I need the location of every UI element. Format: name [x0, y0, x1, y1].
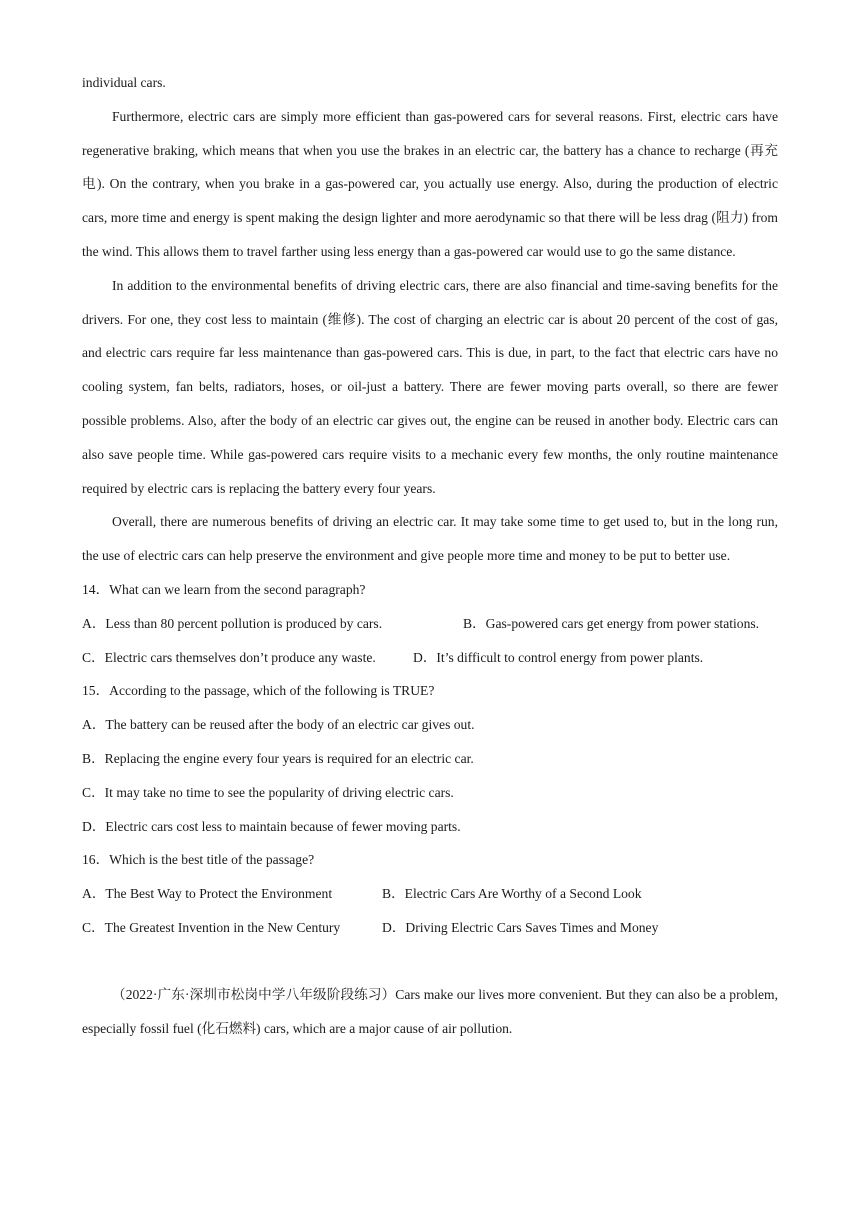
option-a: A．The Best Way to Protect the Environment — [82, 886, 333, 902]
option-row — [82, 607, 778, 641]
option-d: D．Driving Electric Cars Saves Times and Money — [382, 919, 659, 935]
passage-paragraph-efficiency: Furthermore, electric cars are simply more efficient than gas-powered cars for several reasons. First, electric cars have regenerative braking, which means that when you use the brakes in an electric car, the battery has a chance to recharge (再充电). On the contrary, when you brake in a gas-powered car, you actually use energy. Also, during the production of electric cars, more time and energy is spent making the design lighter and more aerodynamic so that there will be less drag (阻力) from the wind. This allows them to travel farther using less energy than a gas-powered car would use to go the same distance. — [82, 108, 778, 259]
option-b: B．Gas-powered cars get energy from power stations. — [463, 615, 760, 631]
question-stem: 14．What can we learn from the second paragraph? — [82, 581, 366, 597]
question-stem: 15．According to the passage, which of the following is TRUE? — [82, 683, 435, 699]
question-14 — [82, 573, 778, 674]
option-row — [82, 877, 778, 911]
option-a: A．The battery can be reused after the body of an electric car gives out. — [82, 717, 475, 733]
question-15 — [82, 674, 778, 843]
option-row — [82, 641, 778, 675]
option-b: B．Replacing the engine every four years is required for an electric car. — [82, 750, 474, 766]
option-row — [82, 911, 778, 945]
option-c: C．It may take no time to see the popularity of driving electric cars. — [82, 784, 454, 800]
option-c: C．Electric cars themselves don’t produce any waste. — [82, 649, 376, 665]
option-d: D．Electric cars cost less to maintain because of fewer moving parts. — [82, 818, 461, 834]
passage-paragraph-benefits: In addition to the environmental benefits of driving electric cars, there are also financial and time-saving benefits for the drivers. For one, they cost less to maintain (维修). The cost of charging an electric car is about 20 percent of the cost of gas, and electric cars require far less maintenance than gas-powered cars. This is due, in part, to the fact that electric cars have no cooling system, fan belts, radiators, hoses, or oil-just a battery. There are fewer moving parts overall, so there are fewer possible problems. Also, after the body of an electric car gives out, the engine can be reused in another body. Electric cars can also save people time. While gas-powered cars require visits to a mechanic every few months, the only routine maintenance required by electric cars is replacing the battery every four years. — [82, 277, 778, 496]
option-b: B．Electric Cars Are Worthy of a Second Look — [382, 886, 642, 902]
next-passage-intro: （2022·广东·深圳市松岗中学八年级阶段练习）Cars make our lives more convenient. But they can also be a problem, especially fossil fuel (化石燃料) cars, which are a major cause of air pollution. — [82, 986, 778, 1036]
passage-paragraph-conclusion: Overall, there are numerous benefits of driving an electric car. It may take some time to get used to, but in the long run, the use of electric cars can help preserve the environment and give people more time and money to be put to better use. — [82, 514, 778, 564]
option-c: C．The Greatest Invention in the New Century — [82, 919, 341, 935]
option-a: A．Less than 80 percent pollution is produced by cars. — [82, 615, 383, 631]
section-spacer — [82, 945, 778, 978]
question-16 — [82, 843, 778, 944]
passage-paragraph-tail: individual cars. — [82, 75, 166, 90]
question-stem: 16．Which is the best title of the passage? — [82, 852, 315, 868]
option-d: D．It’s difficult to control energy from power plants. — [413, 649, 704, 665]
document-page — [82, 66, 778, 1045]
